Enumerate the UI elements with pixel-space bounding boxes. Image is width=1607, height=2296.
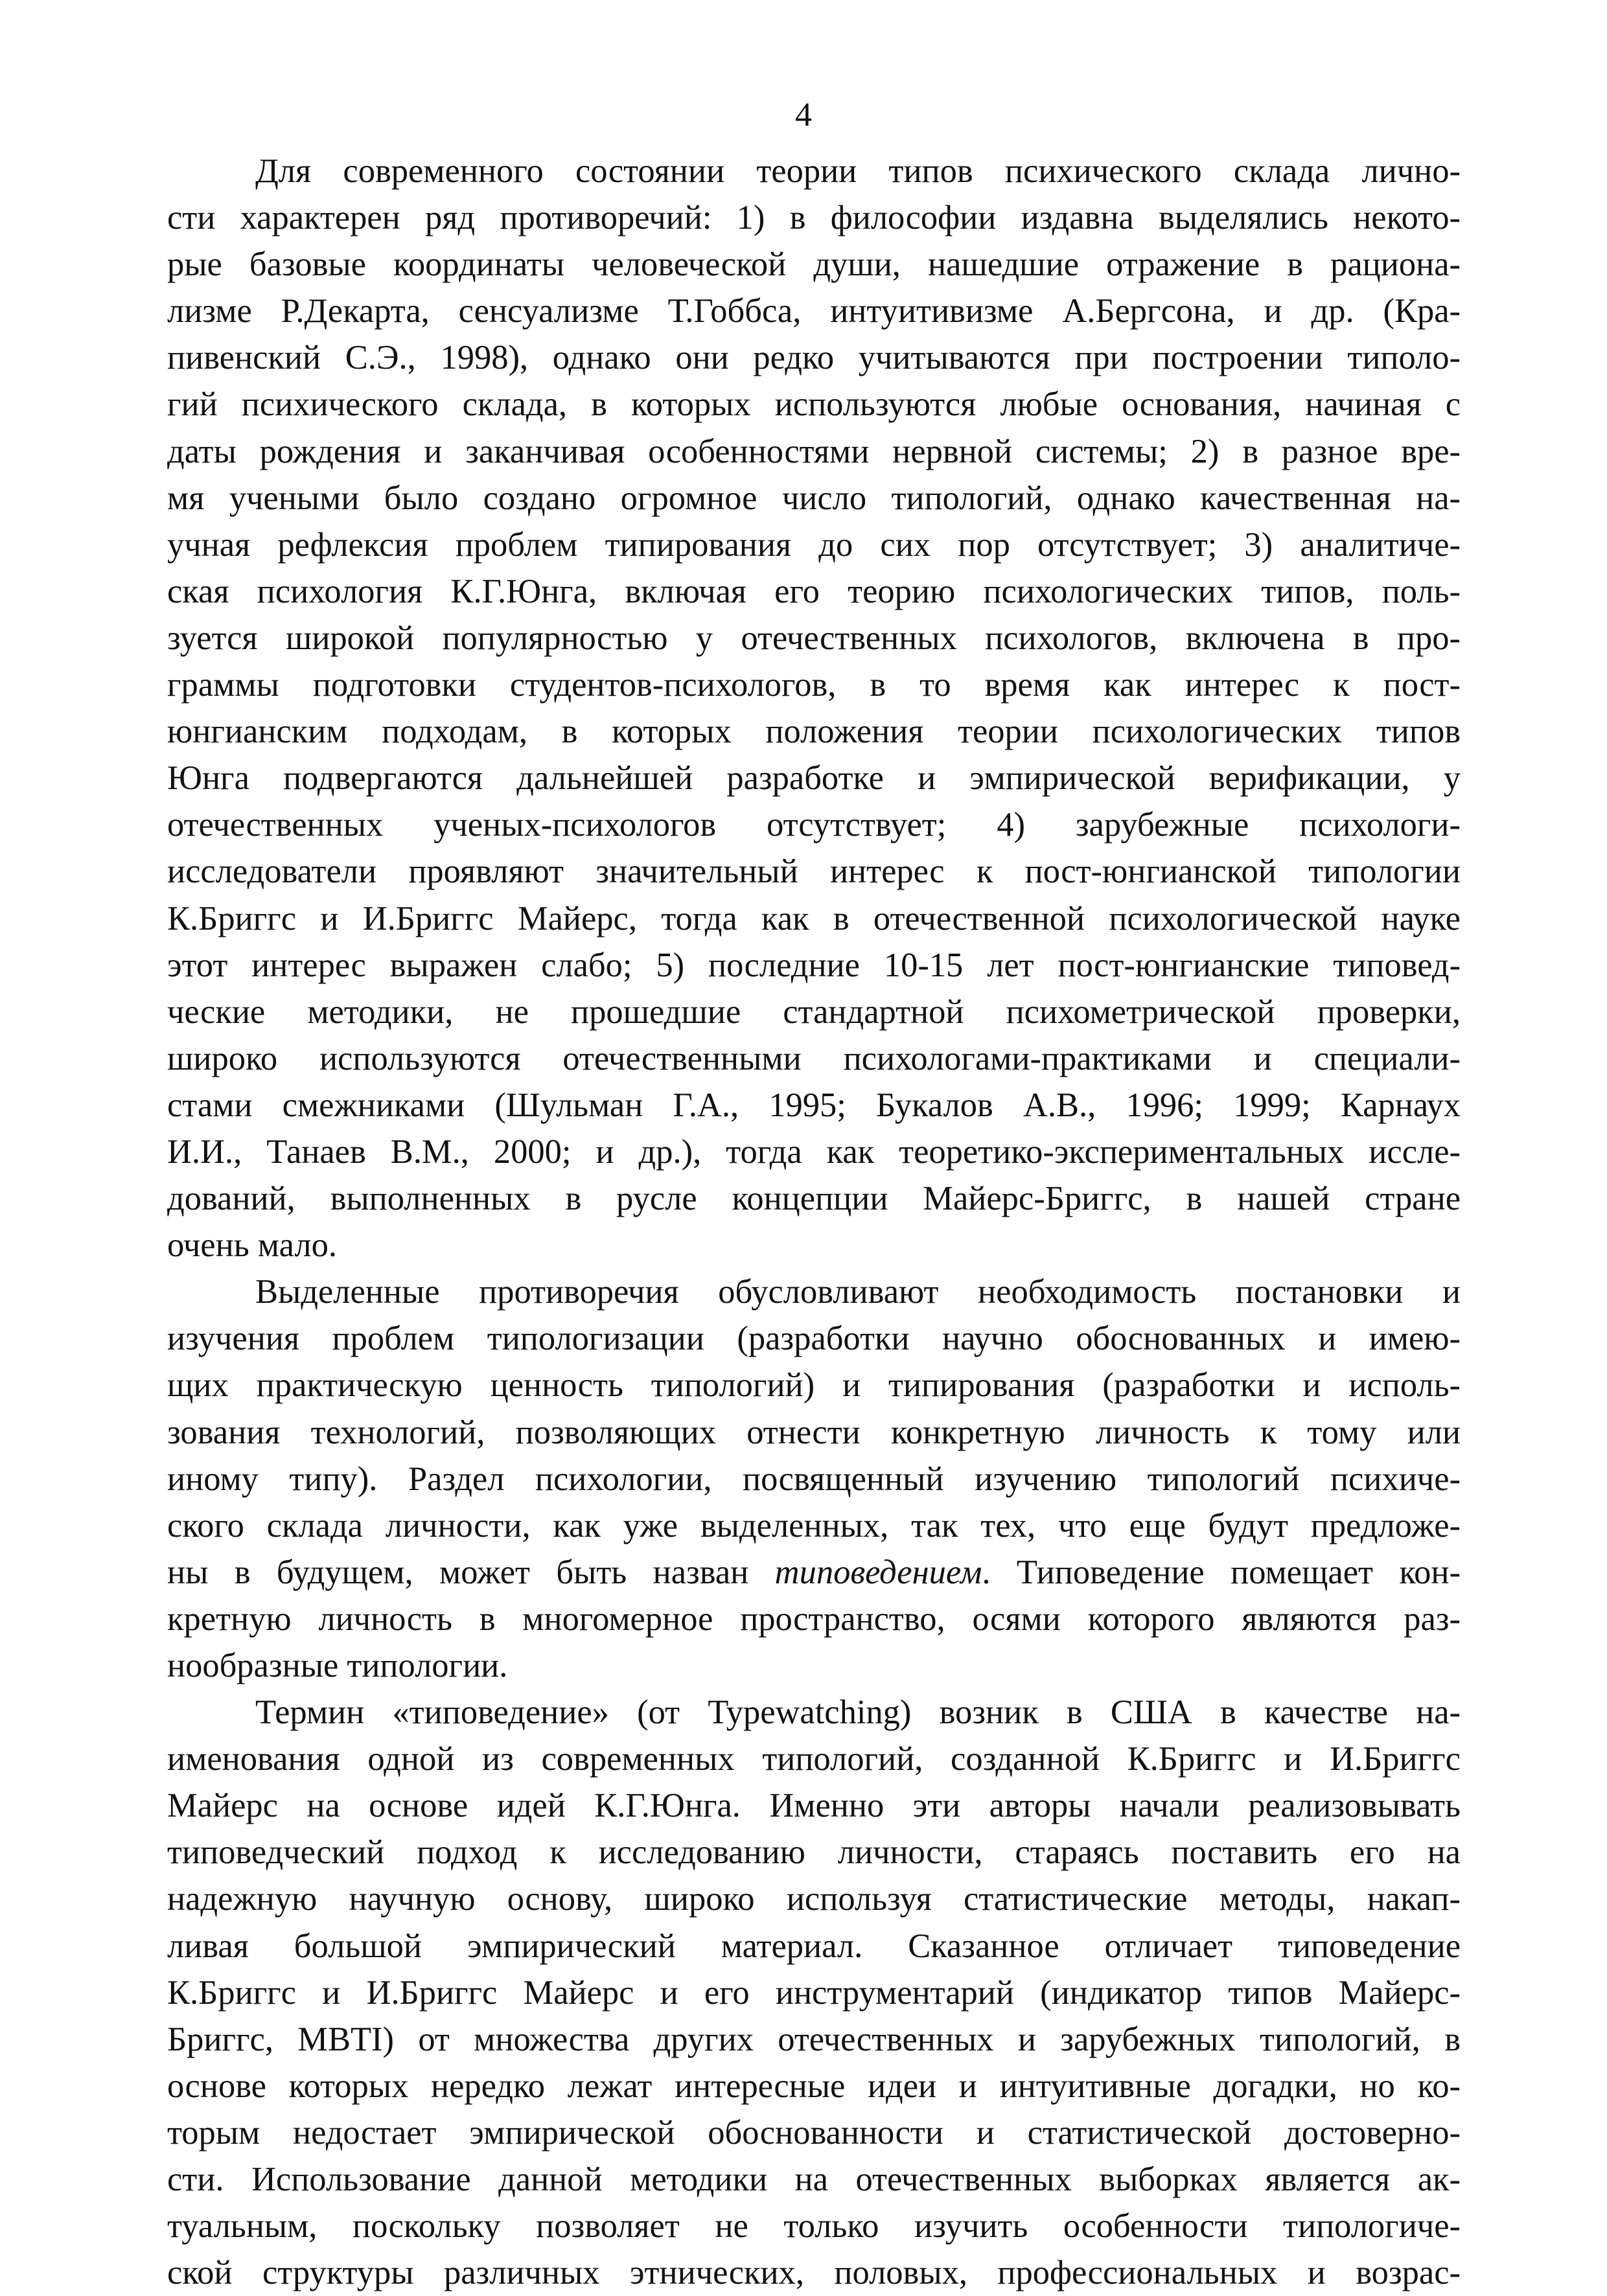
text-line: отечественных ученых-психологов отсутствует; 4) зарубежные психологи- [167,806,1461,844]
page-number: 4 [795,97,812,133]
text-line: ской структуры различных этнических, половых, профессиональных и возрас- [167,2254,1461,2292]
text-line: пивенский С.Э., 1998), однако они редко учитываются при построении типоло- [167,339,1461,377]
text-line: щих практическую ценность типологий) и типирования (разработки и исполь- [167,1366,1461,1405]
document-body [167,148,1461,2296]
text-line: зования технологий, позволяющих отнести конкретную личность к тому или [167,1413,1461,1451]
text-line: широко используются отечественными психологами-практиками и специали- [167,1039,1461,1077]
text-line: мя учеными было создано огромное число типологий, однако качественная на- [167,479,1461,517]
text-line: исследователи проявляют значительный интерес к пост-юнгианской типологии [167,853,1461,891]
text-line-with-emphasis [167,1549,1461,1596]
text-line: кретную личность в многомерное пространство, осями которого являются раз- [167,1600,1461,1638]
paragraph-contradictions [167,148,1461,1269]
text-line: граммы подготовки студентов-психологов, в то время как интерес к пост- [167,666,1461,704]
text-fragment: ны в будущем, может быть назван [167,1553,775,1591]
text-line: дований, выполненных в русле концепции Майерс-Бриггс, в нашей стране [167,1180,1461,1218]
text-line: иному типу). Раздел психологии, посвященный изучению типологий психиче- [167,1460,1461,1498]
text-line: Майерс на основе идей К.Г.Юнга. Именно эти авторы начали реализовывать [167,1787,1461,1825]
text-line: Термин «типоведение» (от Typewatching) возник в США в качестве на- [255,1693,1461,1732]
text-line: Бриггс, MBTI) от множества других отечественных и зарубежных типологий, в [167,2020,1461,2058]
text-line: ческие методики, не прошедшие стандартной психометрической проверки, [167,993,1461,1031]
text-line: типоведческий подход к исследованию личности, стараясь поставить его на [167,1833,1461,1872]
text-line: стами смежниками (Шульман Г.А., 1995; Букалов А.В., 1996; 1999; Карнаух [167,1086,1461,1124]
text-line: изучения проблем типологизации (разработки научно обоснованных и имею- [167,1320,1461,1358]
text-line: основе которых нередко лежат интересные идеи и интуитивные догадки, но ко- [167,2067,1461,2105]
text-line: Для современного состоянии теории типов психического склада лично- [255,152,1461,190]
text-line: Юнга подвергаются дальнейшей разработке и эмпирической верификации, у [167,759,1461,798]
text-line: ского склада личности, как уже выделенных, так тех, что еще будут предложе- [167,1506,1461,1544]
text-fragment: . Типоведение помещает кон- [982,1553,1461,1591]
text-line: К.Бриггс и И.Бриггс Майерс и его инструментарий (индикатор типов Майерс- [167,1973,1461,2012]
text-line: даты рождения и заканчивая особенностями нервной системы; 2) в разное вре- [167,432,1461,470]
text-line: торым недостает эмпирической обоснованности и статистической достоверно- [167,2113,1461,2152]
text-line: туальным, поскольку позволяет не только изучить особенности типологиче- [167,2207,1461,2245]
text-line: лизме Р.Декарта, сенсуализме Т.Гоббса, интуитивизме А.Бергсона, и др. (Кра- [167,292,1461,330]
text-line: гий психического склада, в которых используются любые основания, начиная с [167,385,1461,424]
paragraph-typewatching [167,1689,1461,2296]
text-line: очень мало. [167,1226,337,1265]
text-line: сти. Использование данной методики на отечественных выборках является ак- [167,2161,1461,2199]
text-line: К.Бриггс и И.Бриггс Майерс, тогда как в отечественной психологической науке [167,899,1461,937]
text-line: И.И., Танаев В.М., 2000; и др.), тогда как теоретико-экспериментальных иссле- [167,1132,1461,1171]
text-line: зуется широкой популярностью у отечественных психологов, включена в про- [167,619,1461,657]
text-line: Выделенные противоречия обусловливают необходимость постановки и [255,1273,1461,1311]
emphasized-term: типоведением [774,1553,982,1591]
text-line: ливая большой эмпирический материал. Сказанное отличает типоведение [167,1927,1461,1965]
text-line: рые базовые координаты человеческой души, нашедшие отражение в рациона- [167,246,1461,284]
text-line: сти характерен ряд противоречий: 1) в философии издавна выделялись некото- [167,199,1461,237]
text-line: юнгианским подходам, в которых положения теории психологических типов [167,713,1461,751]
text-line: этот интерес выражен слабо; 5) последние 10-15 лет пост-юнгианские типовед- [167,946,1461,984]
text-line: нообразные типологии. [167,1647,508,1684]
text-line: именования одной из современных типологий, созданной К.Бриггс и И.Бриггс [167,1740,1461,1778]
text-line: ская психология К.Г.Юнга, включая его теорию психологических типов, поль- [167,572,1461,610]
text-line: учная рефлексия проблем типирования до сих пор отсутствует; 3) аналитиче- [167,525,1461,564]
text-line: надежную научную основу, широко используя статистические методы, накап- [167,1880,1461,1918]
paragraph-typology [167,1269,1461,1689]
